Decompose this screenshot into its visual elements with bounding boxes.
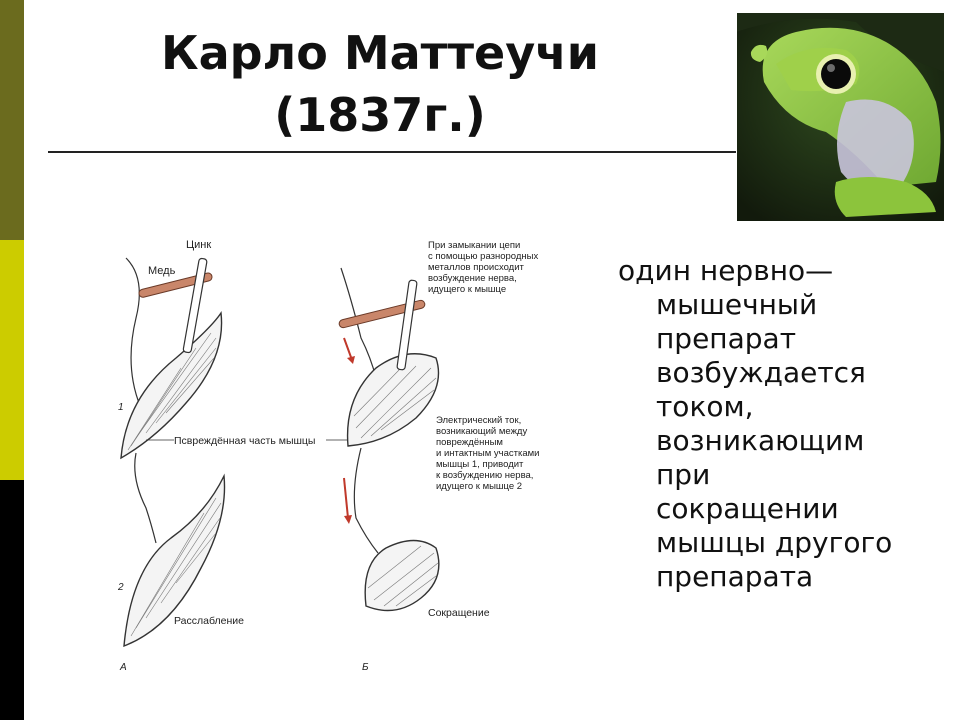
body-line: препарата [656, 560, 814, 593]
body-line: один нервно— [618, 254, 834, 287]
body-line: при [656, 458, 711, 491]
body-line: током, [656, 390, 754, 423]
svg-text:возбуждение нерва,: возбуждение нерва, [428, 273, 517, 284]
label-b: Б [362, 662, 369, 673]
label-copper: Медь [148, 265, 176, 277]
label-a: А [120, 662, 127, 673]
label-zinc: Цинк [186, 239, 212, 251]
svg-text:При замыкании цепи: При замыкании цепи [428, 240, 521, 251]
body-line: возникающим [656, 424, 865, 457]
label-contract: Сокращение [428, 607, 490, 619]
slide-title [140, 22, 620, 146]
note-mid [436, 415, 539, 492]
label-damaged: Псвреждённая часть мышцы [174, 435, 316, 447]
svg-text:мышцы 1, приводит: мышцы 1, приводит [436, 459, 524, 470]
title-line-2: (1837г.) [274, 88, 486, 142]
body-line: мышцы другого [656, 526, 893, 559]
body-line: сокращении [656, 492, 839, 525]
svg-text:с помощью разнородных: с помощью разнородных [428, 251, 539, 262]
accent-bar-top [0, 0, 24, 240]
svg-text:металлов происходит: металлов происходит [428, 262, 524, 273]
svg-text:и интактным участками: и интактным участками [436, 448, 540, 459]
label-1: 1 [118, 402, 124, 413]
svg-text:идущего к мышце: идущего к мышце [428, 284, 507, 295]
accent-bar-bottom [0, 480, 24, 720]
muscle-diagram [116, 218, 612, 674]
svg-text:возникающий между: возникающий между [436, 426, 528, 437]
svg-text:к возбуждению нерва,: к возбуждению нерва, [436, 470, 534, 481]
body-text [618, 254, 948, 594]
label-2: 2 [118, 582, 124, 593]
title-divider [48, 151, 748, 153]
body-line: мышечный [656, 288, 818, 321]
label-relax: Расслабление [174, 615, 244, 627]
frog-image [736, 12, 945, 222]
svg-text:Электрический ток,: Электрический ток, [436, 415, 522, 426]
body-line: препарат [656, 322, 797, 355]
body-line: возбуждается [656, 356, 866, 389]
svg-text:повреждённым: повреждённым [436, 437, 503, 448]
svg-text:идущего к мышце 2: идущего к мышце 2 [436, 481, 523, 492]
title-line-1: Карло Маттеучи [160, 26, 599, 80]
accent-bar-middle [0, 240, 24, 480]
